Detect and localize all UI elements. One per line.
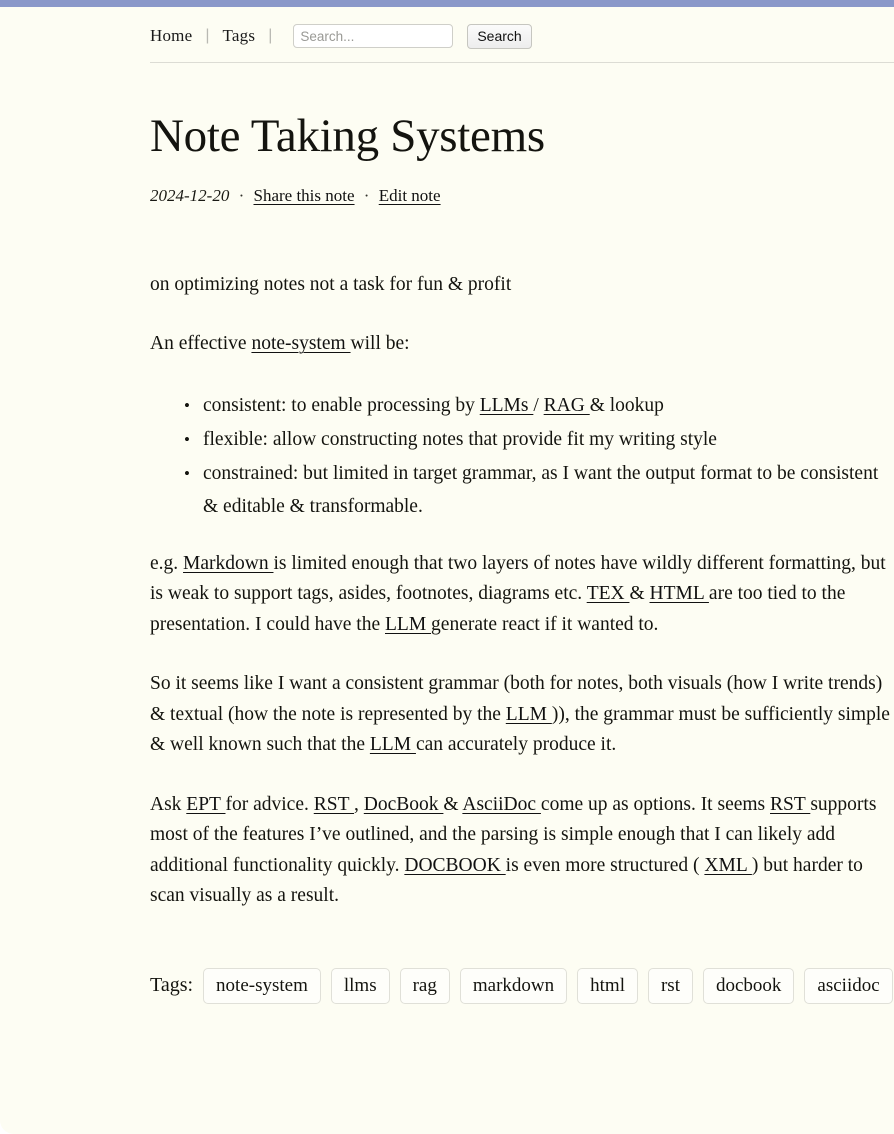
text-fragment: & <box>443 793 463 815</box>
text-fragment: is even more structured ( <box>505 854 705 876</box>
page-title: Note Taking Systems <box>150 110 545 162</box>
list-item <box>203 457 894 523</box>
list-item <box>203 389 894 422</box>
note-metadata <box>150 186 894 206</box>
link-rag[interactable]: RAG <box>543 394 590 416</box>
list-item <box>203 423 894 456</box>
text-fragment: for advice. <box>225 793 314 815</box>
text-fragment: e.g. <box>150 552 184 574</box>
share-note-link[interactable]: Share this note <box>253 185 355 205</box>
search-button[interactable]: Search <box>467 24 531 49</box>
paragraph-grammar <box>150 669 894 761</box>
text-fragment: come up as options. It seems <box>540 793 771 815</box>
nav-separator-1: | <box>205 27 210 44</box>
link-xml[interactable]: XML <box>704 854 752 876</box>
link-llm[interactable]: LLM <box>505 703 552 725</box>
tag-list <box>150 968 894 1004</box>
text-fragment: supports most of the features I’ve outlined, and the parsing is simple enough that I can likely add additional functionality quickly. <box>150 793 877 876</box>
note-date: 2024-12-20 <box>150 185 230 205</box>
edit-note-link[interactable]: Edit note <box>378 185 441 205</box>
text-fragment: & <box>629 583 650 605</box>
nav-separator-2: | <box>268 27 273 44</box>
tag-chip[interactable]: markdown <box>460 968 567 1004</box>
meta-separator-2: · <box>363 185 370 205</box>
tag-chip[interactable]: asciidoc <box>804 968 892 1004</box>
text-fragment: is limited enough that two layers of notes have wildly different formatting, but is weak to support tags, asides, footnotes, diagrams etc. <box>150 552 886 605</box>
link-note-system[interactable]: note-system <box>251 333 351 355</box>
text-fragment: generate react if it wanted to. <box>431 613 659 635</box>
link-markdown[interactable]: Markdown <box>183 552 274 574</box>
text-fragment: will be: <box>350 333 410 355</box>
tag-chip[interactable]: note-system <box>203 968 321 1004</box>
text-fragment: )), the grammar must be sufficiently simple & well known such that the <box>150 703 890 756</box>
tag-chip[interactable]: rag <box>400 968 450 1004</box>
link-docbook[interactable]: DocBook <box>363 793 444 815</box>
text-fragment: / <box>533 394 544 416</box>
text-fragment: An effective <box>150 333 252 355</box>
nav-link-tags[interactable]: Tags <box>222 26 256 45</box>
requirements-list <box>150 389 894 523</box>
text-fragment: consistent: to enable processing by <box>203 394 480 416</box>
text-fragment: So it seems like I want a consistent grammar (both for notes, both visuals (how I write trends) & textual (how the note is represented by the <box>150 673 883 725</box>
link-html[interactable]: HTML <box>649 583 709 605</box>
page-body <box>0 7 894 1134</box>
text-fragment: are too tied to the presentation. I could have the <box>150 583 846 635</box>
nav-link-home[interactable]: Home <box>150 26 193 45</box>
text-fragment: Ask <box>150 793 187 815</box>
link-rst[interactable]: RST <box>770 793 811 815</box>
browser-chrome-bar <box>0 0 894 7</box>
link-tex[interactable]: TEX <box>586 583 630 605</box>
tag-chip[interactable]: llms <box>331 968 390 1004</box>
link-llms[interactable]: LLMs <box>479 394 534 416</box>
tags-label: Tags: <box>150 974 194 997</box>
tag-chip[interactable]: docbook <box>703 968 794 1004</box>
search-input[interactable] <box>293 24 453 48</box>
text-fragment: flexible: allow constructing notes that provide fit my writing style <box>203 428 717 450</box>
paragraph-markdown <box>150 549 894 641</box>
text-fragment: can accurately produce it. <box>415 734 617 756</box>
tag-chip[interactable]: rst <box>648 968 693 1004</box>
link-ept[interactable]: EPT <box>186 793 226 815</box>
link-llm[interactable]: LLM <box>385 613 432 635</box>
note-article <box>0 111 894 912</box>
link-asciidoc[interactable]: AsciiDoc <box>462 793 541 815</box>
link-docbook-caps[interactable]: DOCBOOK <box>404 854 506 876</box>
text-fragment: constrained: but limited in target grammar, as I want the output format to be consistent & editable & transformable. <box>203 462 879 517</box>
tag-chip[interactable]: html <box>577 968 638 1004</box>
header-divider <box>150 62 894 63</box>
text-fragment: & lookup <box>589 394 664 416</box>
paragraph-formats <box>150 790 894 912</box>
link-llm[interactable]: LLM <box>369 734 416 756</box>
paragraph-intro: on optimizing notes not a task for fun & profit <box>150 273 512 295</box>
meta-separator-1: · <box>238 185 245 205</box>
text-fragment: , <box>354 793 364 815</box>
site-navigation <box>0 7 894 51</box>
paragraph-effective <box>150 329 894 360</box>
text-fragment: ) but harder to scan visually as a result. <box>150 854 863 907</box>
link-rst[interactable]: RST <box>313 793 355 815</box>
